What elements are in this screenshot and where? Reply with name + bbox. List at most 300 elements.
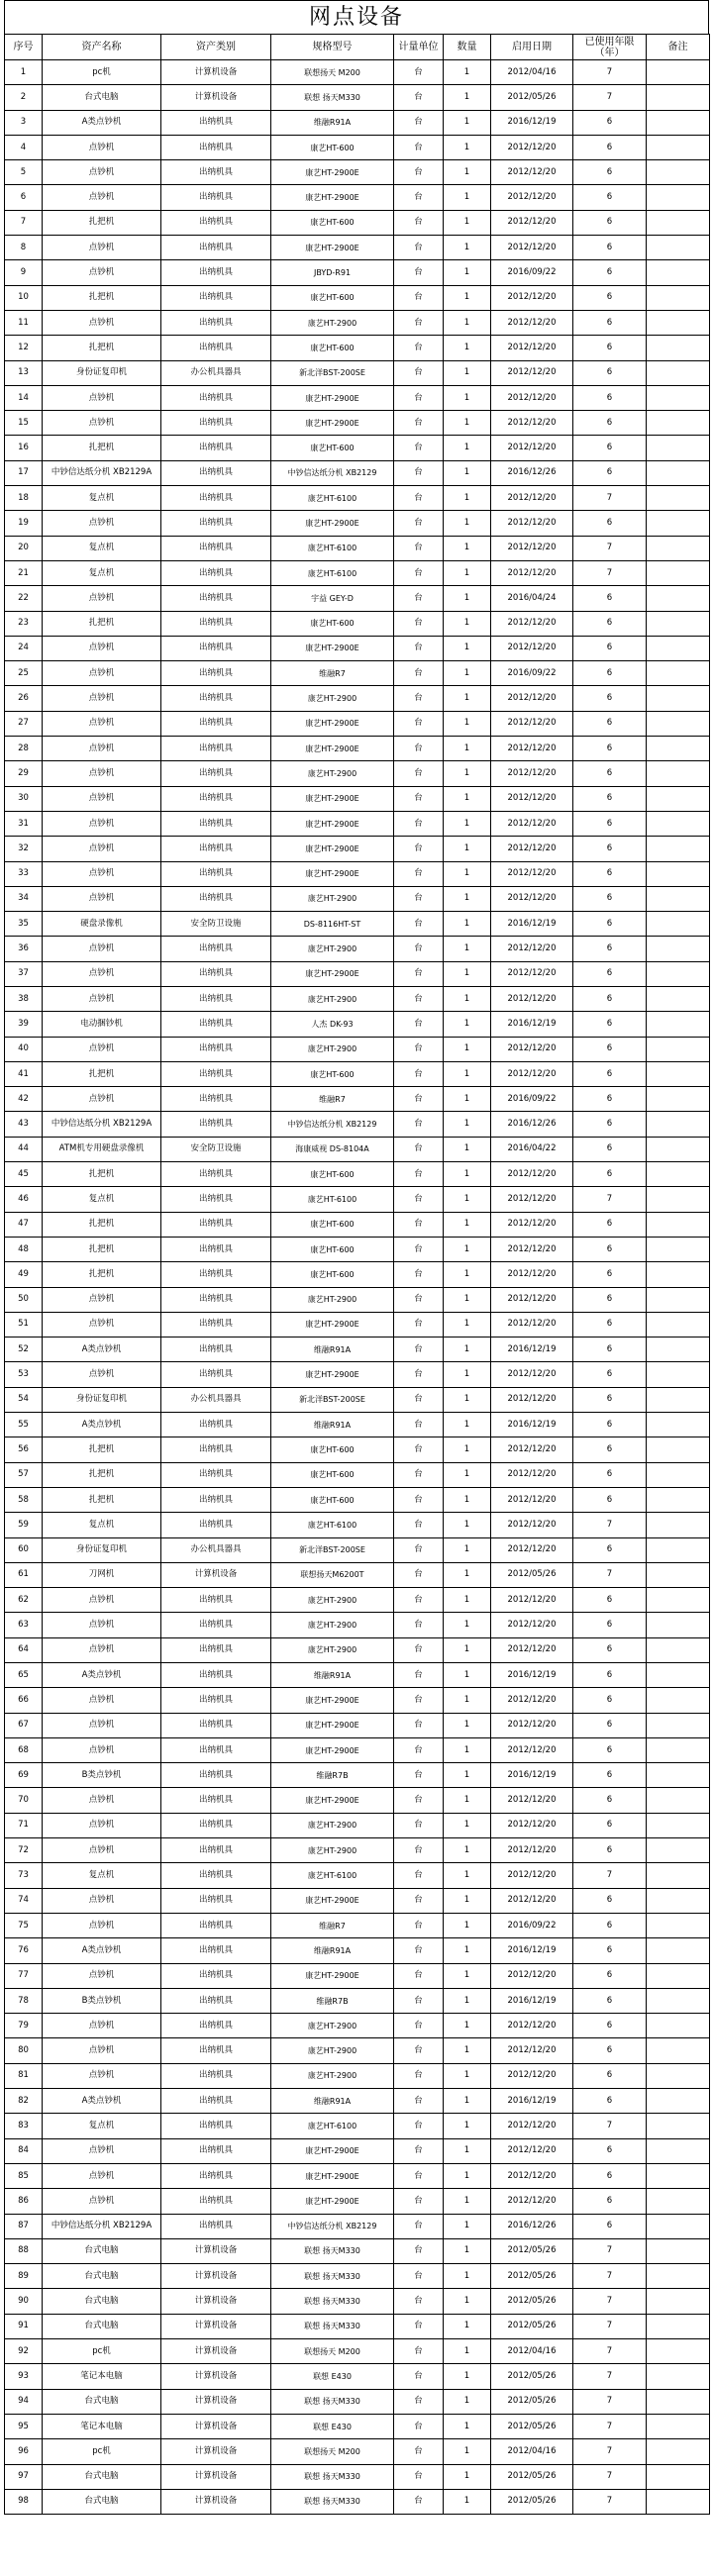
cell-years-used: 7 (573, 60, 647, 85)
cell-asset-category: 出纳机具 (161, 2214, 271, 2238)
table-row (5, 1487, 710, 1512)
cell-years-used: 7 (573, 1187, 647, 1212)
cell-asset-name: 点钞机 (43, 737, 161, 761)
cell-quantity: 1 (444, 135, 491, 159)
cell-unit: 台 (394, 2063, 444, 2088)
cell-unit: 台 (394, 1663, 444, 1688)
cell-start-date: 2016/09/22 (491, 1087, 573, 1112)
table-row (5, 1938, 710, 1963)
cell-years-used: 6 (573, 786, 647, 811)
cell-years-used: 7 (573, 2264, 647, 2289)
table-row (5, 85, 710, 110)
cell-spec-model: 联想扬天 M200 (271, 60, 394, 85)
cell-asset-name: 点钞机 (43, 236, 161, 260)
cell-start-date: 2012/12/20 (491, 2063, 573, 2088)
header-remarks: 备注 (647, 35, 710, 60)
cell-index: 29 (5, 761, 43, 786)
cell-start-date: 2016/09/22 (491, 661, 573, 686)
cell-years-used: 6 (573, 2163, 647, 2188)
cell-asset-category: 安全防卫设施 (161, 912, 271, 937)
table-row (5, 2364, 710, 2389)
cell-remarks (647, 886, 710, 911)
cell-unit: 台 (394, 986, 444, 1011)
cell-unit: 台 (394, 737, 444, 761)
cell-spec-model: 康艺HT-2900E (271, 636, 394, 660)
cell-spec-model: 康艺HT-2900E (271, 236, 394, 260)
cell-quantity: 1 (444, 2314, 491, 2338)
cell-start-date: 2012/12/20 (491, 861, 573, 886)
cell-asset-name: 扎把机 (43, 1237, 161, 1261)
cell-quantity: 1 (444, 336, 491, 360)
cell-spec-model: 康艺HT-2900E (271, 1688, 394, 1713)
cell-asset-category: 出纳机具 (161, 1513, 271, 1537)
cell-spec-model: 康艺HT-600 (271, 135, 394, 159)
cell-unit: 台 (394, 586, 444, 611)
cell-years-used: 6 (573, 336, 647, 360)
cell-asset-name: 点钞机 (43, 1688, 161, 1713)
cell-years-used: 6 (573, 1338, 647, 1362)
header-asset-name: 资产名称 (43, 35, 161, 60)
cell-asset-category: 出纳机具 (161, 486, 271, 511)
cell-asset-category: 计算机设备 (161, 2414, 271, 2438)
cell-unit: 台 (394, 961, 444, 986)
cell-index: 18 (5, 486, 43, 511)
cell-asset-name: 中钞信达纸分机 XB2129A (43, 1112, 161, 1137)
cell-asset-name: A类点钞机 (43, 1663, 161, 1688)
cell-spec-model: 维融R91A (271, 1938, 394, 1963)
cell-start-date: 2012/12/20 (491, 1537, 573, 1562)
cell-start-date: 2016/12/26 (491, 460, 573, 485)
cell-unit: 台 (394, 1938, 444, 1963)
header-asset-category: 资产类别 (161, 35, 271, 60)
cell-quantity: 1 (444, 2439, 491, 2464)
table-row (5, 937, 710, 961)
cell-remarks (647, 1462, 710, 1487)
cell-unit: 台 (394, 1537, 444, 1562)
cell-remarks (647, 185, 710, 210)
cell-asset-category: 出纳机具 (161, 210, 271, 235)
cell-quantity: 1 (444, 1212, 491, 1237)
cell-start-date: 2012/12/20 (491, 1963, 573, 1988)
cell-remarks (647, 1863, 710, 1888)
cell-asset-category: 出纳机具 (161, 1112, 271, 1137)
table-row (5, 360, 710, 385)
cell-years-used: 7 (573, 2489, 647, 2514)
cell-asset-category: 出纳机具 (161, 436, 271, 460)
cell-spec-model: 康艺HT-600 (271, 1212, 394, 1237)
cell-years-used: 6 (573, 1938, 647, 1963)
table-row (5, 961, 710, 986)
cell-unit: 台 (394, 2339, 444, 2364)
cell-start-date: 2012/12/20 (491, 385, 573, 410)
cell-spec-model: 康艺HT-2900E (271, 737, 394, 761)
cell-remarks (647, 1338, 710, 1362)
page-title: 网点设备 (4, 0, 709, 34)
cell-remarks (647, 1237, 710, 1261)
cell-remarks (647, 811, 710, 836)
cell-remarks (647, 285, 710, 310)
cell-spec-model: 康艺HT-6100 (271, 1513, 394, 1537)
cell-years-used: 6 (573, 1362, 647, 1387)
cell-asset-name: 扎把机 (43, 1162, 161, 1187)
cell-spec-model: 康艺HT-2900E (271, 786, 394, 811)
cell-index: 27 (5, 711, 43, 736)
cell-start-date: 2012/12/20 (491, 1613, 573, 1637)
cell-spec-model: 康艺HT-2900E (271, 1888, 394, 1913)
cell-index: 95 (5, 2414, 43, 2438)
cell-remarks (647, 2364, 710, 2389)
cell-spec-model: 新北洋BST-200SE (271, 360, 394, 385)
cell-remarks (647, 2138, 710, 2163)
cell-index: 43 (5, 1112, 43, 1137)
cell-index: 24 (5, 636, 43, 660)
cell-index: 56 (5, 1437, 43, 1462)
cell-remarks (647, 761, 710, 786)
cell-start-date: 2012/12/20 (491, 511, 573, 536)
cell-unit: 台 (394, 511, 444, 536)
cell-quantity: 1 (444, 1413, 491, 1437)
cell-index: 48 (5, 1237, 43, 1261)
cell-remarks (647, 2114, 710, 2138)
cell-quantity: 1 (444, 786, 491, 811)
cell-asset-category: 出纳机具 (161, 1588, 271, 1613)
cell-start-date: 2012/12/20 (491, 1437, 573, 1462)
cell-remarks (647, 737, 710, 761)
table-row (5, 2038, 710, 2063)
cell-years-used: 6 (573, 1312, 647, 1337)
table-row (5, 886, 710, 911)
cell-spec-model: 联想 扬天M330 (271, 2264, 394, 2289)
cell-spec-model: 康艺HT-2900 (271, 886, 394, 911)
cell-index: 23 (5, 611, 43, 636)
cell-spec-model: 康艺HT-6100 (271, 2114, 394, 2138)
cell-spec-model: 康艺HT-2900E (271, 961, 394, 986)
cell-spec-model: 康艺HT-2900E (271, 411, 394, 436)
table-row (5, 1087, 710, 1112)
cell-asset-category: 出纳机具 (161, 1888, 271, 1913)
table-row (5, 737, 710, 761)
cell-index: 93 (5, 2364, 43, 2389)
cell-years-used: 6 (573, 2214, 647, 2238)
cell-quantity: 1 (444, 2464, 491, 2489)
table-body (5, 60, 710, 2515)
cell-remarks (647, 1913, 710, 1937)
cell-years-used: 6 (573, 2038, 647, 2063)
cell-years-used: 6 (573, 1437, 647, 1462)
cell-years-used: 7 (573, 2114, 647, 2138)
cell-index: 65 (5, 1663, 43, 1688)
cell-years-used: 6 (573, 1713, 647, 1737)
cell-index: 70 (5, 1788, 43, 1813)
table-row (5, 185, 710, 210)
cell-index: 80 (5, 2038, 43, 2063)
cell-index: 87 (5, 2214, 43, 2238)
cell-remarks (647, 2439, 710, 2464)
cell-unit: 台 (394, 260, 444, 285)
cell-asset-name: 复点机 (43, 1187, 161, 1212)
table-row (5, 1562, 710, 1587)
cell-start-date: 2012/12/20 (491, 1788, 573, 1813)
cell-asset-name: 点钞机 (43, 1888, 161, 1913)
cell-spec-model: 康艺HT-2900E (271, 711, 394, 736)
cell-years-used: 6 (573, 160, 647, 185)
cell-start-date: 2016/09/22 (491, 1913, 573, 1937)
cell-asset-name: 扎把机 (43, 611, 161, 636)
cell-asset-category: 出纳机具 (161, 2014, 271, 2038)
cell-remarks (647, 1588, 710, 1613)
cell-quantity: 1 (444, 285, 491, 310)
cell-remarks (647, 2464, 710, 2489)
cell-asset-name: 硬盘录像机 (43, 912, 161, 937)
cell-remarks (647, 2063, 710, 2088)
table-row (5, 1688, 710, 1713)
cell-start-date: 2012/12/20 (491, 686, 573, 711)
table-row (5, 310, 710, 335)
cell-unit: 台 (394, 1312, 444, 1337)
cell-quantity: 1 (444, 2138, 491, 2163)
table-row (5, 1613, 710, 1637)
cell-remarks (647, 411, 710, 436)
cell-years-used: 6 (573, 2189, 647, 2214)
cell-years-used: 6 (573, 1988, 647, 2013)
cell-unit: 台 (394, 135, 444, 159)
cell-start-date: 2012/05/26 (491, 2314, 573, 2338)
cell-index: 79 (5, 2014, 43, 2038)
cell-start-date: 2012/12/20 (491, 1462, 573, 1487)
cell-remarks (647, 686, 710, 711)
cell-quantity: 1 (444, 1462, 491, 1487)
cell-start-date: 2012/12/20 (491, 1737, 573, 1762)
cell-asset-category: 出纳机具 (161, 636, 271, 660)
table-row (5, 2264, 710, 2289)
cell-start-date: 2016/12/26 (491, 2214, 573, 2238)
cell-years-used: 6 (573, 611, 647, 636)
cell-quantity: 1 (444, 2264, 491, 2289)
table-row (5, 2389, 710, 2414)
cell-quantity: 1 (444, 2038, 491, 2063)
cell-quantity: 1 (444, 1112, 491, 1137)
cell-asset-name: 点钞机 (43, 260, 161, 285)
cell-asset-name: 点钞机 (43, 761, 161, 786)
cell-index: 60 (5, 1537, 43, 1562)
table-row (5, 686, 710, 711)
cell-index: 28 (5, 737, 43, 761)
cell-years-used: 6 (573, 1162, 647, 1187)
cell-spec-model: 康艺HT-2900E (271, 1963, 394, 1988)
cell-index: 38 (5, 986, 43, 1011)
cell-unit: 台 (394, 411, 444, 436)
cell-remarks (647, 360, 710, 385)
cell-start-date: 2012/12/20 (491, 135, 573, 159)
cell-years-used: 6 (573, 1663, 647, 1688)
cell-spec-model: 康艺HT-2900 (271, 761, 394, 786)
cell-asset-category: 出纳机具 (161, 1437, 271, 1462)
table-row (5, 536, 710, 560)
cell-asset-name: 复点机 (43, 486, 161, 511)
cell-quantity: 1 (444, 1137, 491, 1161)
table-row (5, 2314, 710, 2338)
cell-spec-model: 联想扬天 M200 (271, 2439, 394, 2464)
cell-index: 6 (5, 185, 43, 210)
cell-asset-name: 扎把机 (43, 210, 161, 235)
cell-unit: 台 (394, 285, 444, 310)
cell-index: 69 (5, 1763, 43, 1788)
cell-unit: 台 (394, 1913, 444, 1937)
cell-remarks (647, 2038, 710, 2063)
cell-remarks (647, 2314, 710, 2338)
cell-years-used: 6 (573, 686, 647, 711)
cell-asset-category: 出纳机具 (161, 1613, 271, 1637)
cell-start-date: 2012/12/20 (491, 1813, 573, 1837)
cell-quantity: 1 (444, 210, 491, 235)
table-row (5, 1537, 710, 1562)
cell-asset-category: 出纳机具 (161, 1737, 271, 1762)
cell-spec-model: 维融R7 (271, 661, 394, 686)
cell-unit: 台 (394, 436, 444, 460)
cell-remarks (647, 786, 710, 811)
cell-index: 88 (5, 2238, 43, 2263)
cell-asset-name: pc机 (43, 2339, 161, 2364)
cell-asset-name: 中钞信达纸分机 XB2129A (43, 2214, 161, 2238)
table-row (5, 2489, 710, 2514)
cell-remarks (647, 1437, 710, 1462)
cell-index: 17 (5, 460, 43, 485)
cell-asset-name: 点钞机 (43, 1913, 161, 1937)
cell-years-used: 6 (573, 110, 647, 135)
cell-unit: 台 (394, 711, 444, 736)
cell-asset-category: 计算机设备 (161, 2289, 271, 2314)
cell-start-date: 2016/04/24 (491, 586, 573, 611)
cell-index: 52 (5, 1338, 43, 1362)
cell-quantity: 1 (444, 1387, 491, 1412)
cell-quantity: 1 (444, 761, 491, 786)
cell-asset-category: 出纳机具 (161, 1237, 271, 1261)
cell-quantity: 1 (444, 711, 491, 736)
table-row (5, 611, 710, 636)
cell-years-used: 7 (573, 486, 647, 511)
cell-unit: 台 (394, 2489, 444, 2514)
table-row (5, 1838, 710, 1863)
table-row (5, 236, 710, 260)
cell-asset-category: 出纳机具 (161, 786, 271, 811)
header-unit: 计量单位 (394, 35, 444, 60)
cell-asset-name: 身份证复印机 (43, 1387, 161, 1412)
cell-quantity: 1 (444, 1588, 491, 1613)
cell-start-date: 2016/12/19 (491, 1413, 573, 1437)
cell-asset-category: 出纳机具 (161, 1338, 271, 1362)
cell-start-date: 2012/12/20 (491, 486, 573, 511)
cell-asset-category: 出纳机具 (161, 711, 271, 736)
cell-index: 51 (5, 1312, 43, 1337)
cell-asset-name: 点钞机 (43, 1362, 161, 1387)
cell-start-date: 2012/12/20 (491, 2189, 573, 2214)
cell-unit: 台 (394, 1262, 444, 1287)
cell-asset-category: 出纳机具 (161, 1012, 271, 1037)
cell-spec-model: 维融R91A (271, 2089, 394, 2114)
cell-remarks (647, 861, 710, 886)
cell-unit: 台 (394, 460, 444, 485)
cell-asset-name: pc机 (43, 60, 161, 85)
cell-asset-name: 扎把机 (43, 1061, 161, 1086)
table-row (5, 2189, 710, 2214)
cell-asset-name: 点钞机 (43, 1813, 161, 1837)
spreadsheet (4, 0, 709, 2515)
cell-quantity: 1 (444, 2163, 491, 2188)
table-row (5, 2414, 710, 2438)
cell-unit: 台 (394, 1137, 444, 1161)
cell-quantity: 1 (444, 1262, 491, 1287)
cell-unit: 台 (394, 2014, 444, 2038)
cell-unit: 台 (394, 85, 444, 110)
cell-asset-category: 出纳机具 (161, 1813, 271, 1837)
cell-index: 86 (5, 2189, 43, 2214)
cell-years-used: 6 (573, 1212, 647, 1237)
cell-years-used: 6 (573, 1037, 647, 1061)
cell-remarks (647, 1613, 710, 1637)
cell-start-date: 2012/12/20 (491, 961, 573, 986)
cell-unit: 台 (394, 2364, 444, 2389)
cell-asset-name: 点钞机 (43, 411, 161, 436)
cell-unit: 台 (394, 1487, 444, 1512)
cell-asset-category: 出纳机具 (161, 560, 271, 585)
cell-years-used: 7 (573, 2314, 647, 2338)
cell-start-date: 2012/12/20 (491, 811, 573, 836)
cell-unit: 台 (394, 1888, 444, 1913)
cell-years-used: 6 (573, 636, 647, 660)
table-row (5, 2214, 710, 2238)
cell-remarks (647, 1963, 710, 1988)
cell-asset-name: 点钞机 (43, 1788, 161, 1813)
cell-quantity: 1 (444, 1963, 491, 1988)
cell-start-date: 2012/12/20 (491, 1362, 573, 1387)
cell-remarks (647, 1037, 710, 1061)
cell-quantity: 1 (444, 986, 491, 1011)
cell-start-date: 2016/12/19 (491, 1988, 573, 2013)
cell-remarks (647, 2214, 710, 2238)
cell-unit: 台 (394, 1737, 444, 1762)
cell-quantity: 1 (444, 1162, 491, 1187)
cell-years-used: 6 (573, 210, 647, 235)
table-row (5, 661, 710, 686)
cell-quantity: 1 (444, 961, 491, 986)
cell-remarks (647, 711, 710, 736)
cell-spec-model: 康艺HT-2900E (271, 385, 394, 410)
cell-years-used: 7 (573, 1863, 647, 1888)
cell-index: 55 (5, 1413, 43, 1437)
cell-years-used: 6 (573, 1537, 647, 1562)
cell-index: 33 (5, 861, 43, 886)
cell-start-date: 2012/12/20 (491, 937, 573, 961)
cell-start-date: 2012/12/20 (491, 1688, 573, 1713)
cell-start-date: 2012/04/16 (491, 2439, 573, 2464)
cell-spec-model: 联想 扬天M330 (271, 2314, 394, 2338)
cell-quantity: 1 (444, 2238, 491, 2263)
cell-start-date: 2012/12/20 (491, 2014, 573, 2038)
cell-unit: 台 (394, 2138, 444, 2163)
cell-quantity: 1 (444, 1237, 491, 1261)
cell-years-used: 6 (573, 1387, 647, 1412)
cell-spec-model: 康艺HT-2900 (271, 2014, 394, 2038)
cell-asset-name: 扎把机 (43, 1262, 161, 1287)
cell-unit: 台 (394, 1338, 444, 1362)
cell-years-used: 6 (573, 1763, 647, 1788)
cell-spec-model: 康艺HT-2900 (271, 1813, 394, 1837)
cell-remarks (647, 2189, 710, 2214)
cell-remarks (647, 1162, 710, 1187)
cell-asset-name: 点钞机 (43, 2014, 161, 2038)
table-row (5, 210, 710, 235)
table-row (5, 711, 710, 736)
